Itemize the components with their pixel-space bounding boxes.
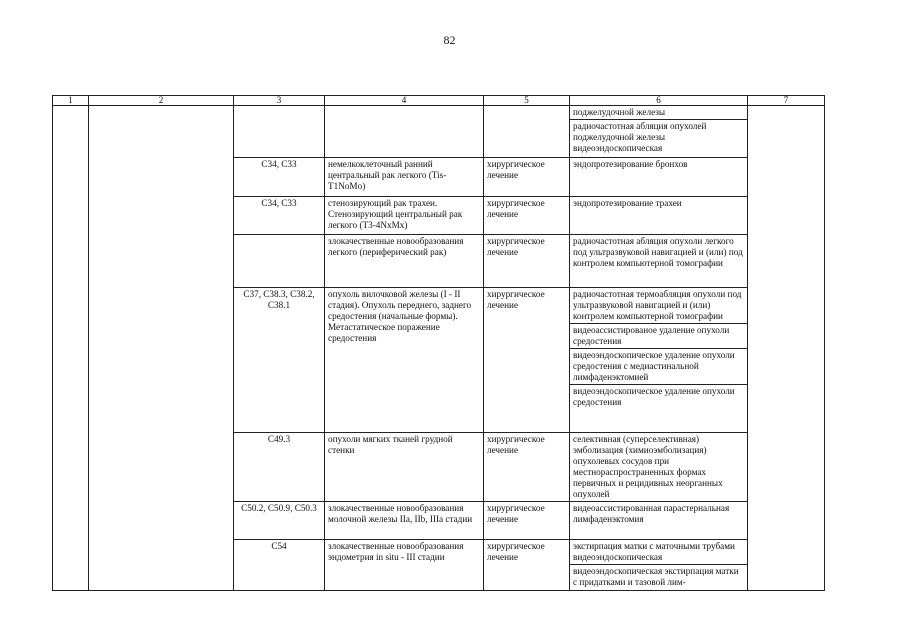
col7-cell (748, 106, 825, 591)
treatment-cell: хирургическое лечение (484, 235, 570, 288)
codes-cell: С34, С33 (234, 197, 325, 235)
method-item: видеоассистированое удаление опухоли средостения (570, 323, 747, 348)
diagnosis-cell: стенозирующий рак трахеи. Стенозирующий центральный рак легкого (T3-4NxMx) (325, 197, 484, 235)
methods-cell: видеоассистированная парастернальная лимфаденэктомия (570, 502, 748, 540)
col2-cell (89, 106, 234, 591)
diagnosis-cell: злокачественные новообразования эндометрия in situ - III стадии (325, 540, 484, 591)
method-item: видеоэндоскопическое удаление опухоли средостения (570, 384, 747, 409)
diagnosis-cell: опухоль вилочковой железы (I - II стадия). Опухоль переднего, заднего средостения (начальные формы). Метастатическое поражение средостения (325, 288, 484, 433)
method-item: видеоэндоскопическое удаление опухоли средостения с медиастинальной лимфаденэктомией (570, 348, 747, 384)
document-table (52, 95, 825, 591)
col1-cell (53, 106, 89, 591)
treatment-cell: хирургическое лечение (484, 502, 570, 540)
diagnosis-cell: злокачественные новообразования легкого (периферический рак) (325, 235, 484, 288)
column-header: 4 (325, 96, 484, 106)
methods-cell (570, 288, 748, 433)
diagnosis-cell: немелкоклеточный ранний центральный рак легкого (Tis-T1NoMo) (325, 158, 484, 197)
codes-cell (234, 235, 325, 288)
method-item: экстирпация матки с маточными трубами видеоэндоскопическая (573, 541, 735, 562)
treatment-cell: хирургическое лечение (484, 197, 570, 235)
column-header: 1 (53, 96, 89, 106)
method-item: поджелудочной железы (573, 107, 666, 117)
column-header: 3 (234, 96, 325, 106)
diagnosis-cell (325, 106, 484, 158)
method-item: радиочастотная абляция опухолей поджелудочной железы видеоэндоскопическая (570, 119, 747, 155)
codes-cell: С37, С38.3, С38.2, С38.1 (234, 288, 325, 433)
method-item: радиочастотная термоабляция опухоли под ультразвуковой навигацией и (или) контролем компьютерной томографии (573, 289, 742, 321)
column-header: 6 (570, 96, 748, 106)
codes-cell: С34, С33 (234, 158, 325, 197)
codes-cell (234, 106, 325, 158)
methods-cell: эндопротезирование трахеи (570, 197, 748, 235)
diagnosis-cell: опухоли мягких тканей грудной стенки (325, 433, 484, 502)
column-header: 7 (748, 96, 825, 106)
codes-cell: С49.3 (234, 433, 325, 502)
treatment-cell: хирургическое лечение (484, 288, 570, 433)
codes-cell: С50.2, С50.9, С50.3 (234, 502, 325, 540)
diagnosis-cell: злокачественные новообразования молочной железы IIa, IIb, IIIa стадии (325, 502, 484, 540)
methods-cell: селективная (суперселективная) эмболизация (химиоэмболизация) опухолевых сосудов при местнораспространенных формах первичных и рецидивных неорганных опухолей (570, 433, 748, 502)
codes-cell: С54 (234, 540, 325, 591)
treatment-cell: хирургическое лечение (484, 540, 570, 591)
column-number-row (53, 96, 825, 106)
column-header: 2 (89, 96, 234, 106)
page-number: 82 (443, 33, 456, 47)
column-header: 5 (484, 96, 570, 106)
methods-cell: эндопротезирование бронхов (570, 158, 748, 197)
methods-cell (570, 106, 748, 158)
method-item: видеоэндоскопическая экстирпация матки с придатками и тазовой лим- (570, 564, 747, 589)
table-row (53, 106, 825, 158)
treatment-cell: хирургическое лечение (484, 433, 570, 502)
treatment-cell: хирургическое лечение (484, 158, 570, 197)
treatment-cell (484, 106, 570, 158)
methods-cell (570, 540, 748, 591)
methods-cell: радиочастотная абляция опухоли легкого под ультразвуковой навигацией и (или) под контролем компьютерной томографии (570, 235, 748, 288)
